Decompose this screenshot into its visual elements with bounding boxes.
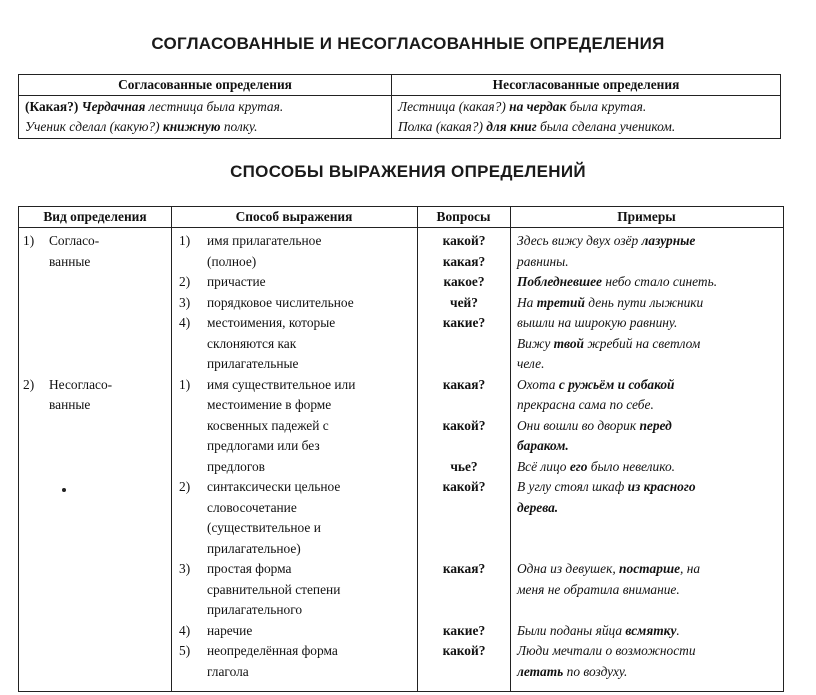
- kind-label: ванные: [49, 253, 91, 269]
- kind-number: 2): [23, 376, 35, 392]
- example-highlight: Побледневшее: [517, 274, 602, 289]
- example-text: день пути лыжники: [584, 294, 704, 310]
- method-text: причастие: [207, 274, 266, 289]
- example-highlight: твой: [553, 335, 584, 351]
- question-label: какой?: [442, 479, 486, 494]
- example-line: [517, 313, 677, 334]
- example-line: [517, 231, 695, 252]
- example-text: Охота: [517, 376, 559, 392]
- method-number: 2): [179, 479, 191, 494]
- example-line: [517, 252, 569, 273]
- example-highlight: постарше: [619, 561, 681, 576]
- example-highlight: перед: [639, 417, 672, 433]
- example-line: [517, 334, 700, 355]
- example-text: Всё лицо: [517, 458, 570, 474]
- example-highlight: из красного: [627, 479, 696, 494]
- example-text: жребий на светлом: [584, 335, 701, 351]
- example-highlight: третий: [536, 294, 585, 310]
- example-line: [517, 272, 717, 293]
- example-highlight: с ружьём и собакой: [558, 376, 675, 392]
- method-text: сравнительной степени: [207, 581, 341, 597]
- example-text: лестница была крутая.: [145, 99, 284, 114]
- question-label: какие?: [442, 622, 486, 638]
- question-label: какой?: [442, 643, 486, 658]
- method-text: глагола: [207, 663, 249, 679]
- column-header: Согласованные определения: [19, 75, 392, 96]
- method-text: прилагательное): [207, 540, 301, 556]
- question-label: какой?: [442, 233, 486, 248]
- example-text: На: [517, 294, 537, 310]
- example-highlight: бараком.: [517, 438, 569, 453]
- column-header: Вид определения: [43, 209, 147, 224]
- example-line: [517, 457, 675, 478]
- example-line: [517, 477, 696, 498]
- question-label: чье?: [450, 458, 478, 474]
- example-line: [517, 580, 680, 601]
- example-text: Одна из девушек,: [517, 561, 620, 576]
- column-header: Несогласованные определения: [392, 75, 781, 96]
- method-text: (существительное и: [207, 520, 321, 535]
- expression-table: [18, 206, 784, 692]
- example-highlight: летать: [517, 663, 564, 679]
- method-number: 3): [179, 561, 191, 576]
- example-line: [398, 99, 646, 114]
- example-line: [517, 621, 680, 642]
- example-highlight: Чердачная: [81, 99, 146, 114]
- example-line: [517, 293, 703, 314]
- example-line: [517, 498, 558, 519]
- question-label: какая?: [442, 376, 486, 392]
- method-text: предлогов: [207, 458, 265, 474]
- column-divider: [510, 207, 511, 691]
- method-text: простая форма: [207, 561, 292, 576]
- example-text: вышли на широкую равнину.: [517, 315, 678, 330]
- method-number: 5): [179, 643, 191, 658]
- method-number: 1): [179, 376, 191, 392]
- example-line: [25, 99, 283, 114]
- example-text: Они вошли во дворик: [517, 417, 640, 433]
- question-label: какой?: [442, 417, 486, 433]
- example-line: [517, 559, 700, 580]
- example-highlight: дерева.: [517, 499, 559, 515]
- method-number: 2): [179, 274, 191, 289]
- question-label: какое?: [443, 274, 485, 289]
- question-label: какая?: [442, 253, 486, 269]
- question-label: какие?: [442, 315, 486, 330]
- table-header-row: [19, 207, 783, 228]
- method-text: прилагательного: [207, 602, 303, 617]
- method-number: 4): [179, 622, 191, 638]
- method-text: словосочетание: [207, 499, 297, 515]
- example-line: [398, 119, 675, 134]
- question-label: какая?: [442, 561, 486, 576]
- example-text: Ученик сделал (какую?): [25, 119, 163, 134]
- method-text: синтаксически цельное: [207, 479, 341, 494]
- method-text: прилагательные: [207, 356, 299, 371]
- method-text: местоимение в форме: [207, 397, 332, 412]
- example-line: [517, 354, 544, 375]
- method-number: 4): [179, 315, 191, 330]
- method-text: имя прилагательное: [207, 233, 322, 248]
- kind-label: Несогласо-: [49, 376, 113, 392]
- column-divider: [417, 207, 418, 691]
- example-text: была крутая.: [566, 99, 647, 114]
- example-text: была сделана учеником.: [536, 119, 676, 134]
- example-highlight: всмятку: [625, 622, 677, 638]
- disagreed-examples-cell: [392, 96, 781, 139]
- section-title: СПОСОБЫ ВЫРАЖЕНИЯ ОПРЕДЕЛЕНИЙ: [230, 162, 586, 181]
- question-label: чей?: [450, 294, 478, 310]
- example-text: челе.: [517, 356, 545, 371]
- table-row: [19, 96, 781, 139]
- example-text: по воздуху.: [563, 663, 628, 679]
- kind-label: ванные: [49, 397, 91, 412]
- example-text: равнины.: [517, 253, 569, 269]
- example-line: [517, 375, 675, 396]
- example-line: [517, 641, 696, 662]
- example-highlight: его: [569, 458, 588, 474]
- example-line: [517, 436, 569, 457]
- method-number: 3): [179, 294, 191, 310]
- example-line: [25, 119, 257, 134]
- example-text: Люди мечтали о возможности: [517, 643, 696, 658]
- column-header: Вопросы: [436, 209, 491, 224]
- kind-label: Согласо-: [49, 233, 100, 248]
- example-text: меня не обратила внимание.: [517, 581, 680, 597]
- agreement-table: [18, 74, 781, 139]
- method-text: имя существительное или: [207, 376, 356, 392]
- example-text: Лестница (какая?): [398, 99, 510, 114]
- example-line: [517, 662, 627, 683]
- example-text: полку.: [220, 119, 258, 134]
- kind-number: 1): [23, 233, 35, 248]
- example-text: В углу стоял шкаф: [517, 479, 628, 494]
- example-highlight: лазурные: [641, 233, 696, 248]
- method-text: порядковое числительное: [207, 294, 354, 310]
- column-divider: [171, 207, 172, 691]
- method-text: (полное): [207, 253, 257, 269]
- column-header: Способ выражения: [235, 209, 353, 224]
- example-line: [517, 416, 672, 437]
- example-text: Здесь вижу двух озёр: [517, 233, 642, 248]
- bullet-mark: [62, 488, 66, 492]
- example-text: Вижу: [517, 335, 554, 351]
- example-highlight: книжную: [162, 119, 221, 134]
- table-header-row: [19, 75, 781, 96]
- example-highlight: для книг: [486, 119, 537, 134]
- method-text: предлогами или без: [207, 438, 320, 453]
- example-highlight: на чердак: [509, 99, 567, 114]
- method-text: склоняются как: [207, 335, 297, 351]
- method-text: косвенных падежей с: [207, 417, 329, 433]
- method-text: наречие: [207, 622, 253, 638]
- example-text: Полка (какая?): [398, 119, 487, 134]
- method-text: местоимения, которые: [207, 315, 336, 330]
- column-header: Примеры: [617, 209, 676, 224]
- agreed-examples-cell: [19, 96, 392, 139]
- example-line: [517, 395, 654, 416]
- example-text: .: [676, 622, 680, 638]
- example-text: небо стало синеть.: [602, 274, 718, 289]
- example-text: было невелико.: [587, 458, 675, 474]
- example-text: , на: [680, 561, 701, 576]
- example-text: (Какая?): [25, 99, 82, 114]
- method-number: 1): [179, 233, 191, 248]
- example-text: Были поданы яйца: [517, 622, 626, 638]
- page-title: СОГЛАСОВАННЫЕ И НЕСОГЛАСОВАННЫЕ ОПРЕДЕЛЕНИЯ: [151, 34, 665, 53]
- method-text: неопределённая форма: [207, 643, 338, 658]
- example-text: прекрасна сама по себе.: [517, 397, 654, 412]
